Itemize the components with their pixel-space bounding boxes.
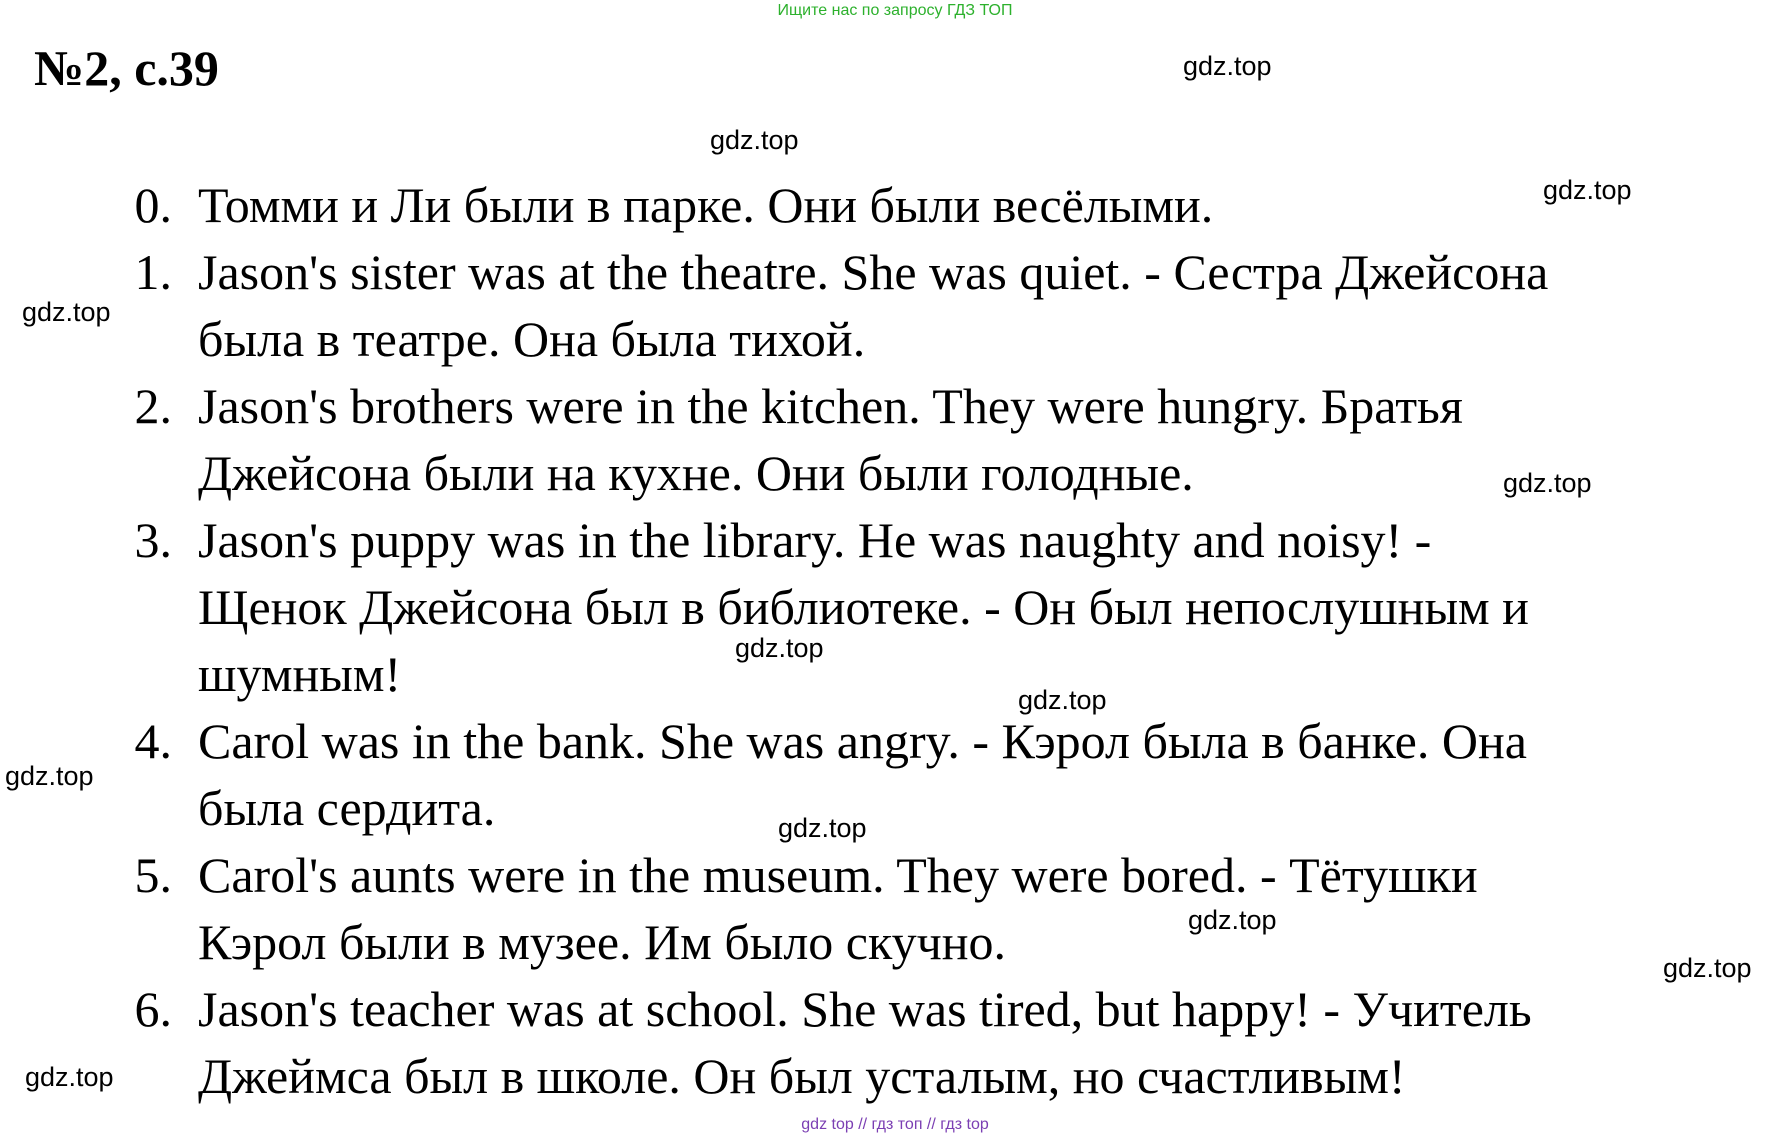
watermark: gdz.top — [1503, 468, 1592, 498]
item-line: Jason's sister was at the theatre. She was quiet. - Сестра Джейсона — [198, 244, 1549, 300]
item-number: 5. — [134, 847, 172, 903]
item-line: Кэрол были в музее. Им было скучно. — [198, 914, 1006, 970]
item-line: Томми и Ли были в парке. Они были весёлыми. — [198, 177, 1214, 233]
item-number: 2. — [134, 378, 172, 434]
watermark: gdz.top — [1188, 905, 1277, 935]
watermark: gdz.top — [1018, 685, 1107, 715]
list-item — [0, 708, 1790, 842]
list-item — [0, 239, 1790, 373]
list-item — [0, 507, 1790, 708]
exercise-list — [0, 172, 1790, 1110]
watermark: gdz.top — [25, 1062, 114, 1092]
watermark: gdz.top — [1183, 51, 1272, 81]
footer-note: gdz top // гдз топ // гдз top — [801, 1116, 989, 1133]
item-number: 0. — [134, 177, 172, 233]
item-line: Jason's teacher was at school. She was tired, but happy! - Учитель — [198, 981, 1532, 1037]
watermark: gdz.top — [1543, 175, 1632, 205]
watermark: gdz.top — [5, 761, 94, 791]
item-line: Carol was in the bank. She was angry. - Кэрол была в банке. Она — [198, 713, 1527, 769]
watermark: gdz.top — [710, 125, 799, 155]
item-number: 6. — [134, 981, 172, 1037]
item-line: Джеймса был в школе. Он был усталым, но счастливым! — [198, 1048, 1406, 1104]
item-line: была сердита. — [198, 780, 496, 836]
item-line: Jason's brothers were in the kitchen. They were hungry. Братья — [198, 378, 1463, 434]
item-number: 1. — [134, 244, 172, 300]
item-line: шумным! — [198, 646, 402, 702]
item-line: Jason's puppy was in the library. He was naughty and noisy! - — [198, 512, 1432, 568]
list-item — [0, 172, 1790, 239]
header-note: Ищите нас по запросу ГДЗ ТОП — [777, 2, 1013, 19]
watermark: gdz.top — [22, 297, 111, 327]
watermark: gdz.top — [778, 813, 867, 843]
watermark: gdz.top — [1663, 953, 1752, 983]
item-line: Carol's aunts were in the museum. They were bored. - Тётушки — [198, 847, 1478, 903]
page-title: №2, с.39 — [34, 40, 219, 96]
item-line: Щенок Джейсона был в библиотеке. - Он был непослушным и — [198, 579, 1529, 635]
item-line: была в театре. Она была тихой. — [198, 311, 866, 367]
watermark: gdz.top — [735, 633, 824, 663]
item-number: 3. — [134, 512, 172, 568]
item-line: Джейсона были на кухне. Они были голодные. — [198, 445, 1194, 501]
list-item — [0, 976, 1790, 1110]
item-number: 4. — [134, 713, 172, 769]
list-item — [0, 842, 1790, 976]
